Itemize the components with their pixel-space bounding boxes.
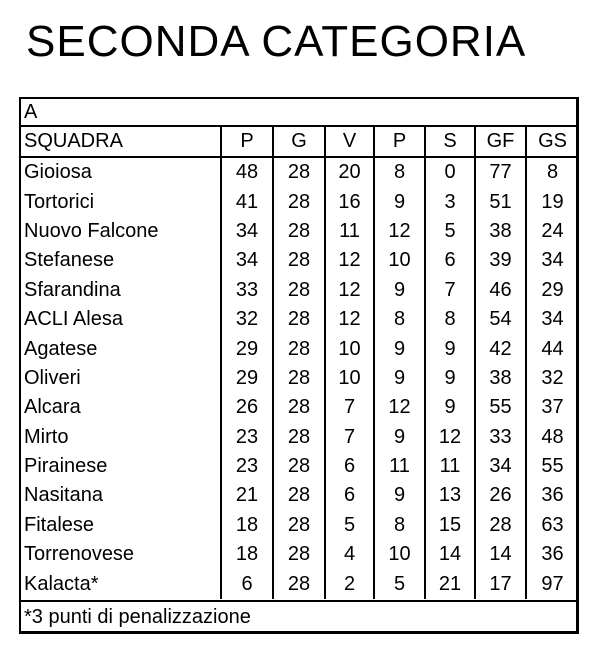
team-name-cell: Oliveri xyxy=(21,364,221,393)
punti-cell: 34 xyxy=(221,246,273,275)
sconfitte-cell: 7 xyxy=(425,276,475,305)
team-name-cell: Pirainese xyxy=(21,452,221,481)
table-row xyxy=(21,481,578,510)
pareggiate-cell: 10 xyxy=(374,540,425,569)
gol-subiti-cell: 55 xyxy=(541,455,564,478)
team-name-cell: Stefanese xyxy=(21,246,221,275)
giocate-cell: 28 xyxy=(273,540,325,569)
table-row xyxy=(21,246,578,275)
gol-subiti-cell: 97 xyxy=(541,572,564,595)
giocate-cell: 28 xyxy=(273,276,325,305)
punti-cell: 21 xyxy=(221,481,273,510)
punti-cell: 18 xyxy=(221,540,273,569)
pareggiate-cell: 11 xyxy=(374,452,425,481)
pareggiate-cell: 9 xyxy=(374,481,425,510)
penalty-footnote: *3 punti di penalizzazione xyxy=(21,600,576,631)
column-header-pareggiate: P xyxy=(374,126,425,157)
pareggiate-cell: 12 xyxy=(374,393,425,422)
table-row xyxy=(21,217,578,246)
column-header-giocate: G xyxy=(273,126,325,157)
table-row xyxy=(21,157,578,187)
gol-fatti-cell: 17 xyxy=(475,569,526,598)
gol-fatti-cell: 34 xyxy=(475,452,526,481)
table-row xyxy=(21,305,578,334)
gol-subiti-cell: 24 xyxy=(541,219,564,242)
team-name-cell: Tortorici xyxy=(21,187,221,216)
vinte-cell: 11 xyxy=(325,217,374,246)
sconfitte-cell: 15 xyxy=(425,511,475,540)
sconfitte-cell: 3 xyxy=(425,187,475,216)
gol-fatti-cell: 38 xyxy=(475,364,526,393)
table-row xyxy=(21,334,578,363)
gol-fatti-cell: 54 xyxy=(475,305,526,334)
gol-fatti-cell: 77 xyxy=(475,157,526,187)
table-row xyxy=(21,452,578,481)
vinte-cell: 12 xyxy=(325,246,374,275)
vinte-cell: 12 xyxy=(325,305,374,334)
punti-cell: 26 xyxy=(221,393,273,422)
group-row xyxy=(21,99,578,126)
punti-cell: 32 xyxy=(221,305,273,334)
gol-subiti-cell: 32 xyxy=(541,366,564,389)
header-row xyxy=(21,126,578,157)
punti-cell: 41 xyxy=(221,187,273,216)
giocate-cell: 28 xyxy=(273,157,325,187)
vinte-cell: 10 xyxy=(325,334,374,363)
sconfitte-cell: 21 xyxy=(425,569,475,598)
giocate-cell: 28 xyxy=(273,452,325,481)
pareggiate-cell: 9 xyxy=(374,276,425,305)
team-name-cell: Sfarandina xyxy=(21,276,221,305)
punti-cell: 34 xyxy=(221,217,273,246)
team-name-cell: Nasitana xyxy=(21,481,221,510)
team-name-cell: Fitalese xyxy=(21,511,221,540)
gol-fatti-cell: 42 xyxy=(475,334,526,363)
gol-fatti-cell: 46 xyxy=(475,276,526,305)
group-label: A xyxy=(21,99,578,126)
giocate-cell: 28 xyxy=(273,334,325,363)
gol-fatti-cell: 51 xyxy=(475,187,526,216)
vinte-cell: 10 xyxy=(325,364,374,393)
giocate-cell: 28 xyxy=(273,423,325,452)
column-header-vinte: V xyxy=(325,126,374,157)
table-row xyxy=(21,511,578,540)
sconfitte-cell: 13 xyxy=(425,481,475,510)
vinte-cell: 6 xyxy=(325,452,374,481)
punti-cell: 23 xyxy=(221,452,273,481)
pareggiate-cell: 8 xyxy=(374,157,425,187)
gol-fatti-cell: 38 xyxy=(475,217,526,246)
vinte-cell: 20 xyxy=(325,157,374,187)
vinte-cell: 6 xyxy=(325,481,374,510)
sconfitte-cell: 12 xyxy=(425,423,475,452)
punti-cell: 6 xyxy=(221,569,273,598)
vinte-cell: 7 xyxy=(325,423,374,452)
table-row xyxy=(21,364,578,393)
pareggiate-cell: 10 xyxy=(374,246,425,275)
sconfitte-cell: 5 xyxy=(425,217,475,246)
column-header-sconfitte: S xyxy=(425,126,475,157)
gol-subiti-cell: 37 xyxy=(541,396,564,419)
team-name-cell: Mirto xyxy=(21,423,221,452)
page-title: SECONDA CATEGORIA xyxy=(26,17,527,66)
sconfitte-cell: 6 xyxy=(425,246,475,275)
gol-fatti-cell: 39 xyxy=(475,246,526,275)
punti-cell: 48 xyxy=(221,157,273,187)
team-name-cell: Torrenovese xyxy=(21,540,221,569)
sconfitte-cell: 11 xyxy=(425,452,475,481)
gol-subiti-cell: 34 xyxy=(541,308,564,331)
vinte-cell: 16 xyxy=(325,187,374,216)
punti-cell: 29 xyxy=(221,334,273,363)
giocate-cell: 28 xyxy=(273,246,325,275)
giocate-cell: 28 xyxy=(273,187,325,216)
gol-subiti-cell: 34 xyxy=(541,249,564,272)
pareggiate-cell: 12 xyxy=(374,217,425,246)
gol-fatti-cell: 28 xyxy=(475,511,526,540)
table-row xyxy=(21,423,578,452)
standings-table-frame xyxy=(19,97,579,634)
giocate-cell: 28 xyxy=(273,364,325,393)
gol-subiti-cell: 8 xyxy=(546,161,559,184)
table-row xyxy=(21,187,578,216)
column-header-punti: P xyxy=(221,126,273,157)
team-name-cell: ACLI Alesa xyxy=(21,305,221,334)
team-name-cell: Alcara xyxy=(21,393,221,422)
gol-fatti-cell: 55 xyxy=(475,393,526,422)
gol-subiti-cell: 48 xyxy=(541,425,564,448)
sconfitte-cell: 14 xyxy=(425,540,475,569)
giocate-cell: 28 xyxy=(273,393,325,422)
punti-cell: 18 xyxy=(221,511,273,540)
pareggiate-cell: 8 xyxy=(374,305,425,334)
giocate-cell: 28 xyxy=(273,481,325,510)
column-header-squadra: SQUADRA xyxy=(21,126,221,157)
gol-subiti-cell: 36 xyxy=(541,543,564,566)
sconfitte-cell: 9 xyxy=(425,393,475,422)
vinte-cell: 7 xyxy=(325,393,374,422)
table-row xyxy=(21,540,578,569)
team-name-cell: Gioiosa xyxy=(21,157,221,187)
giocate-cell: 28 xyxy=(273,217,325,246)
vinte-cell: 4 xyxy=(325,540,374,569)
pareggiate-cell: 9 xyxy=(374,364,425,393)
sconfitte-cell: 9 xyxy=(425,334,475,363)
pareggiate-cell: 9 xyxy=(374,334,425,363)
vinte-cell: 2 xyxy=(325,569,374,598)
gol-fatti-cell: 33 xyxy=(475,423,526,452)
punti-cell: 29 xyxy=(221,364,273,393)
column-header-gol-fatti: GF xyxy=(475,126,526,157)
punti-cell: 33 xyxy=(221,276,273,305)
giocate-cell: 28 xyxy=(273,569,325,598)
pareggiate-cell: 8 xyxy=(374,511,425,540)
gol-subiti-cell: 19 xyxy=(541,190,564,213)
punti-cell: 23 xyxy=(221,423,273,452)
table-row xyxy=(21,276,578,305)
sconfitte-cell: 8 xyxy=(425,305,475,334)
gol-subiti-cell: 44 xyxy=(541,337,564,360)
column-header-gol-subiti: GS xyxy=(526,126,578,157)
gol-subiti-cell: 36 xyxy=(541,484,564,507)
table-row xyxy=(21,393,578,422)
table-row xyxy=(21,569,578,598)
gol-fatti-cell: 26 xyxy=(475,481,526,510)
pareggiate-cell: 5 xyxy=(374,569,425,598)
gol-fatti-cell: 14 xyxy=(475,540,526,569)
team-name-cell: Agatese xyxy=(21,334,221,363)
giocate-cell: 28 xyxy=(273,511,325,540)
team-name-cell: Nuovo Falcone xyxy=(21,217,221,246)
team-name-cell: Kalacta* xyxy=(21,569,221,598)
pareggiate-cell: 9 xyxy=(374,187,425,216)
sconfitte-cell: 0 xyxy=(425,157,475,187)
sconfitte-cell: 9 xyxy=(425,364,475,393)
gol-subiti-cell: 63 xyxy=(541,513,564,536)
gol-subiti-cell: 29 xyxy=(541,278,564,301)
pareggiate-cell: 9 xyxy=(374,423,425,452)
vinte-cell: 12 xyxy=(325,276,374,305)
giocate-cell: 28 xyxy=(273,305,325,334)
vinte-cell: 5 xyxy=(325,511,374,540)
standings-table xyxy=(21,99,578,599)
